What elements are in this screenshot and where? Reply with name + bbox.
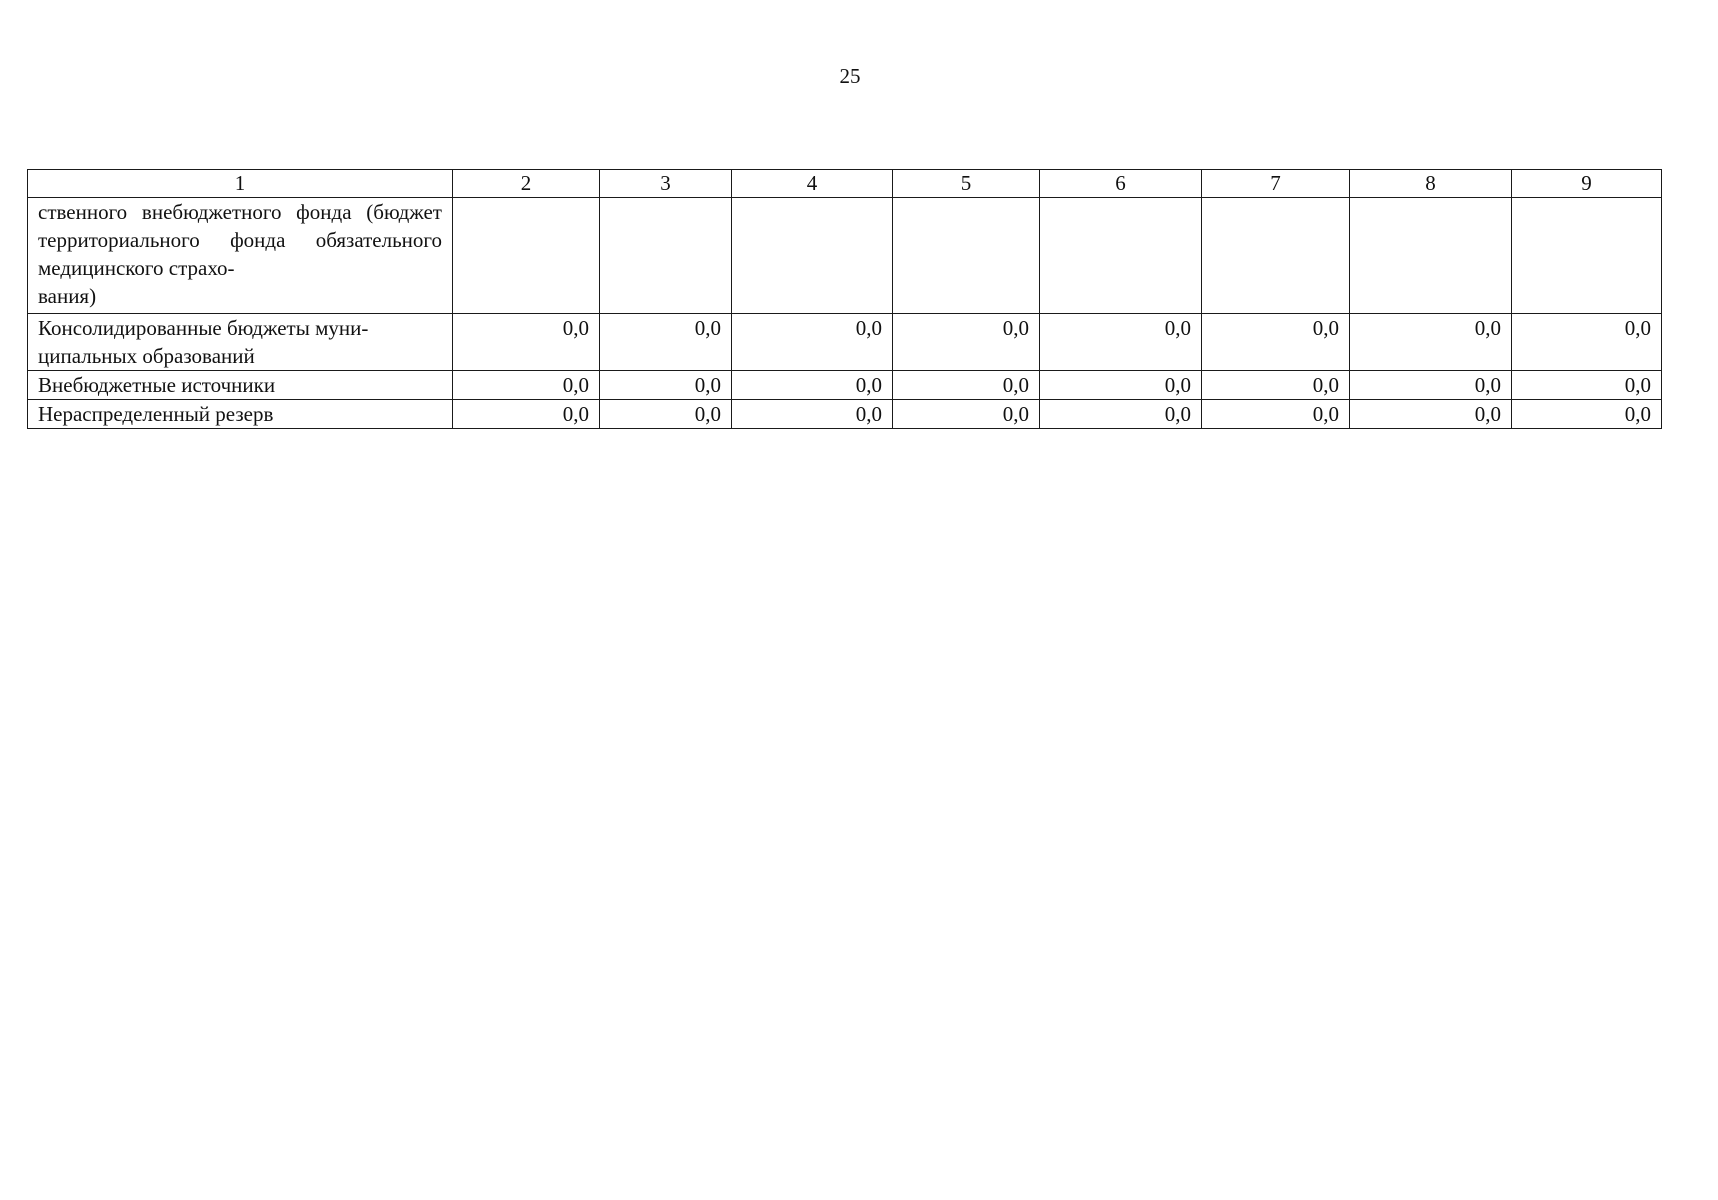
- table-cell: 0,0: [1040, 314, 1202, 371]
- table-cell: 0,0: [1040, 371, 1202, 400]
- table-cell: 0,0: [1512, 400, 1662, 429]
- column-header: 2: [453, 170, 600, 198]
- table-cell: 0,0: [600, 371, 732, 400]
- budget-table: [27, 169, 1662, 429]
- table-header-row: [28, 170, 1662, 198]
- row-label: [28, 371, 453, 400]
- table-cell: 0,0: [1040, 400, 1202, 429]
- column-header: 8: [1350, 170, 1512, 198]
- table-cell: 0,0: [453, 371, 600, 400]
- table-cell: 0,0: [1202, 400, 1350, 429]
- column-header: 5: [893, 170, 1040, 198]
- row-label: [28, 400, 453, 429]
- table-cell: [893, 198, 1040, 314]
- row-label: [28, 314, 453, 371]
- row-label-line: Консолидированные бюджеты муни-: [38, 316, 369, 340]
- table-row: [28, 371, 1662, 400]
- table-cell: [1202, 198, 1350, 314]
- table-cell: 0,0: [453, 314, 600, 371]
- column-header: 4: [732, 170, 893, 198]
- table-row: [28, 400, 1662, 429]
- column-header: 1: [28, 170, 453, 198]
- row-label-line: вания): [38, 284, 97, 308]
- column-header: 3: [600, 170, 732, 198]
- table-cell: [453, 198, 600, 314]
- table-cell: 0,0: [1350, 371, 1512, 400]
- column-header: 7: [1202, 170, 1350, 198]
- table-cell: [600, 198, 732, 314]
- table-cell: 0,0: [732, 314, 893, 371]
- table-cell: 0,0: [453, 400, 600, 429]
- table-cell: 0,0: [1512, 314, 1662, 371]
- table-cell: [1512, 198, 1662, 314]
- table-cell: 0,0: [1202, 314, 1350, 371]
- table-cell: 0,0: [893, 371, 1040, 400]
- table-row: [28, 314, 1662, 371]
- row-label-line: ципальных образований: [38, 344, 255, 368]
- row-label-line: Нераспределенный резерв: [38, 402, 274, 426]
- table-cell: 0,0: [893, 400, 1040, 429]
- table-cell: 0,0: [732, 371, 893, 400]
- table-cell: 0,0: [1350, 314, 1512, 371]
- table-cell: [1350, 198, 1512, 314]
- table-row: [28, 198, 1662, 314]
- page-number: 25: [839, 64, 861, 88]
- table-cell: [1040, 198, 1202, 314]
- row-label-line: Внебюджетные источники: [38, 373, 276, 397]
- table-cell: [732, 198, 893, 314]
- table-cell: 0,0: [600, 400, 732, 429]
- table-cell: 0,0: [893, 314, 1040, 371]
- column-header: 9: [1512, 170, 1662, 198]
- row-label-line: ственного внебюджетного фонда (бюджет территориального фонда обязательного медицинского страхо-: [38, 200, 442, 280]
- table-cell: 0,0: [1350, 400, 1512, 429]
- table-cell: 0,0: [1202, 371, 1350, 400]
- table-cell: 0,0: [1512, 371, 1662, 400]
- table-cell: 0,0: [600, 314, 732, 371]
- column-header: 6: [1040, 170, 1202, 198]
- row-label: [28, 198, 453, 314]
- table-cell: 0,0: [732, 400, 893, 429]
